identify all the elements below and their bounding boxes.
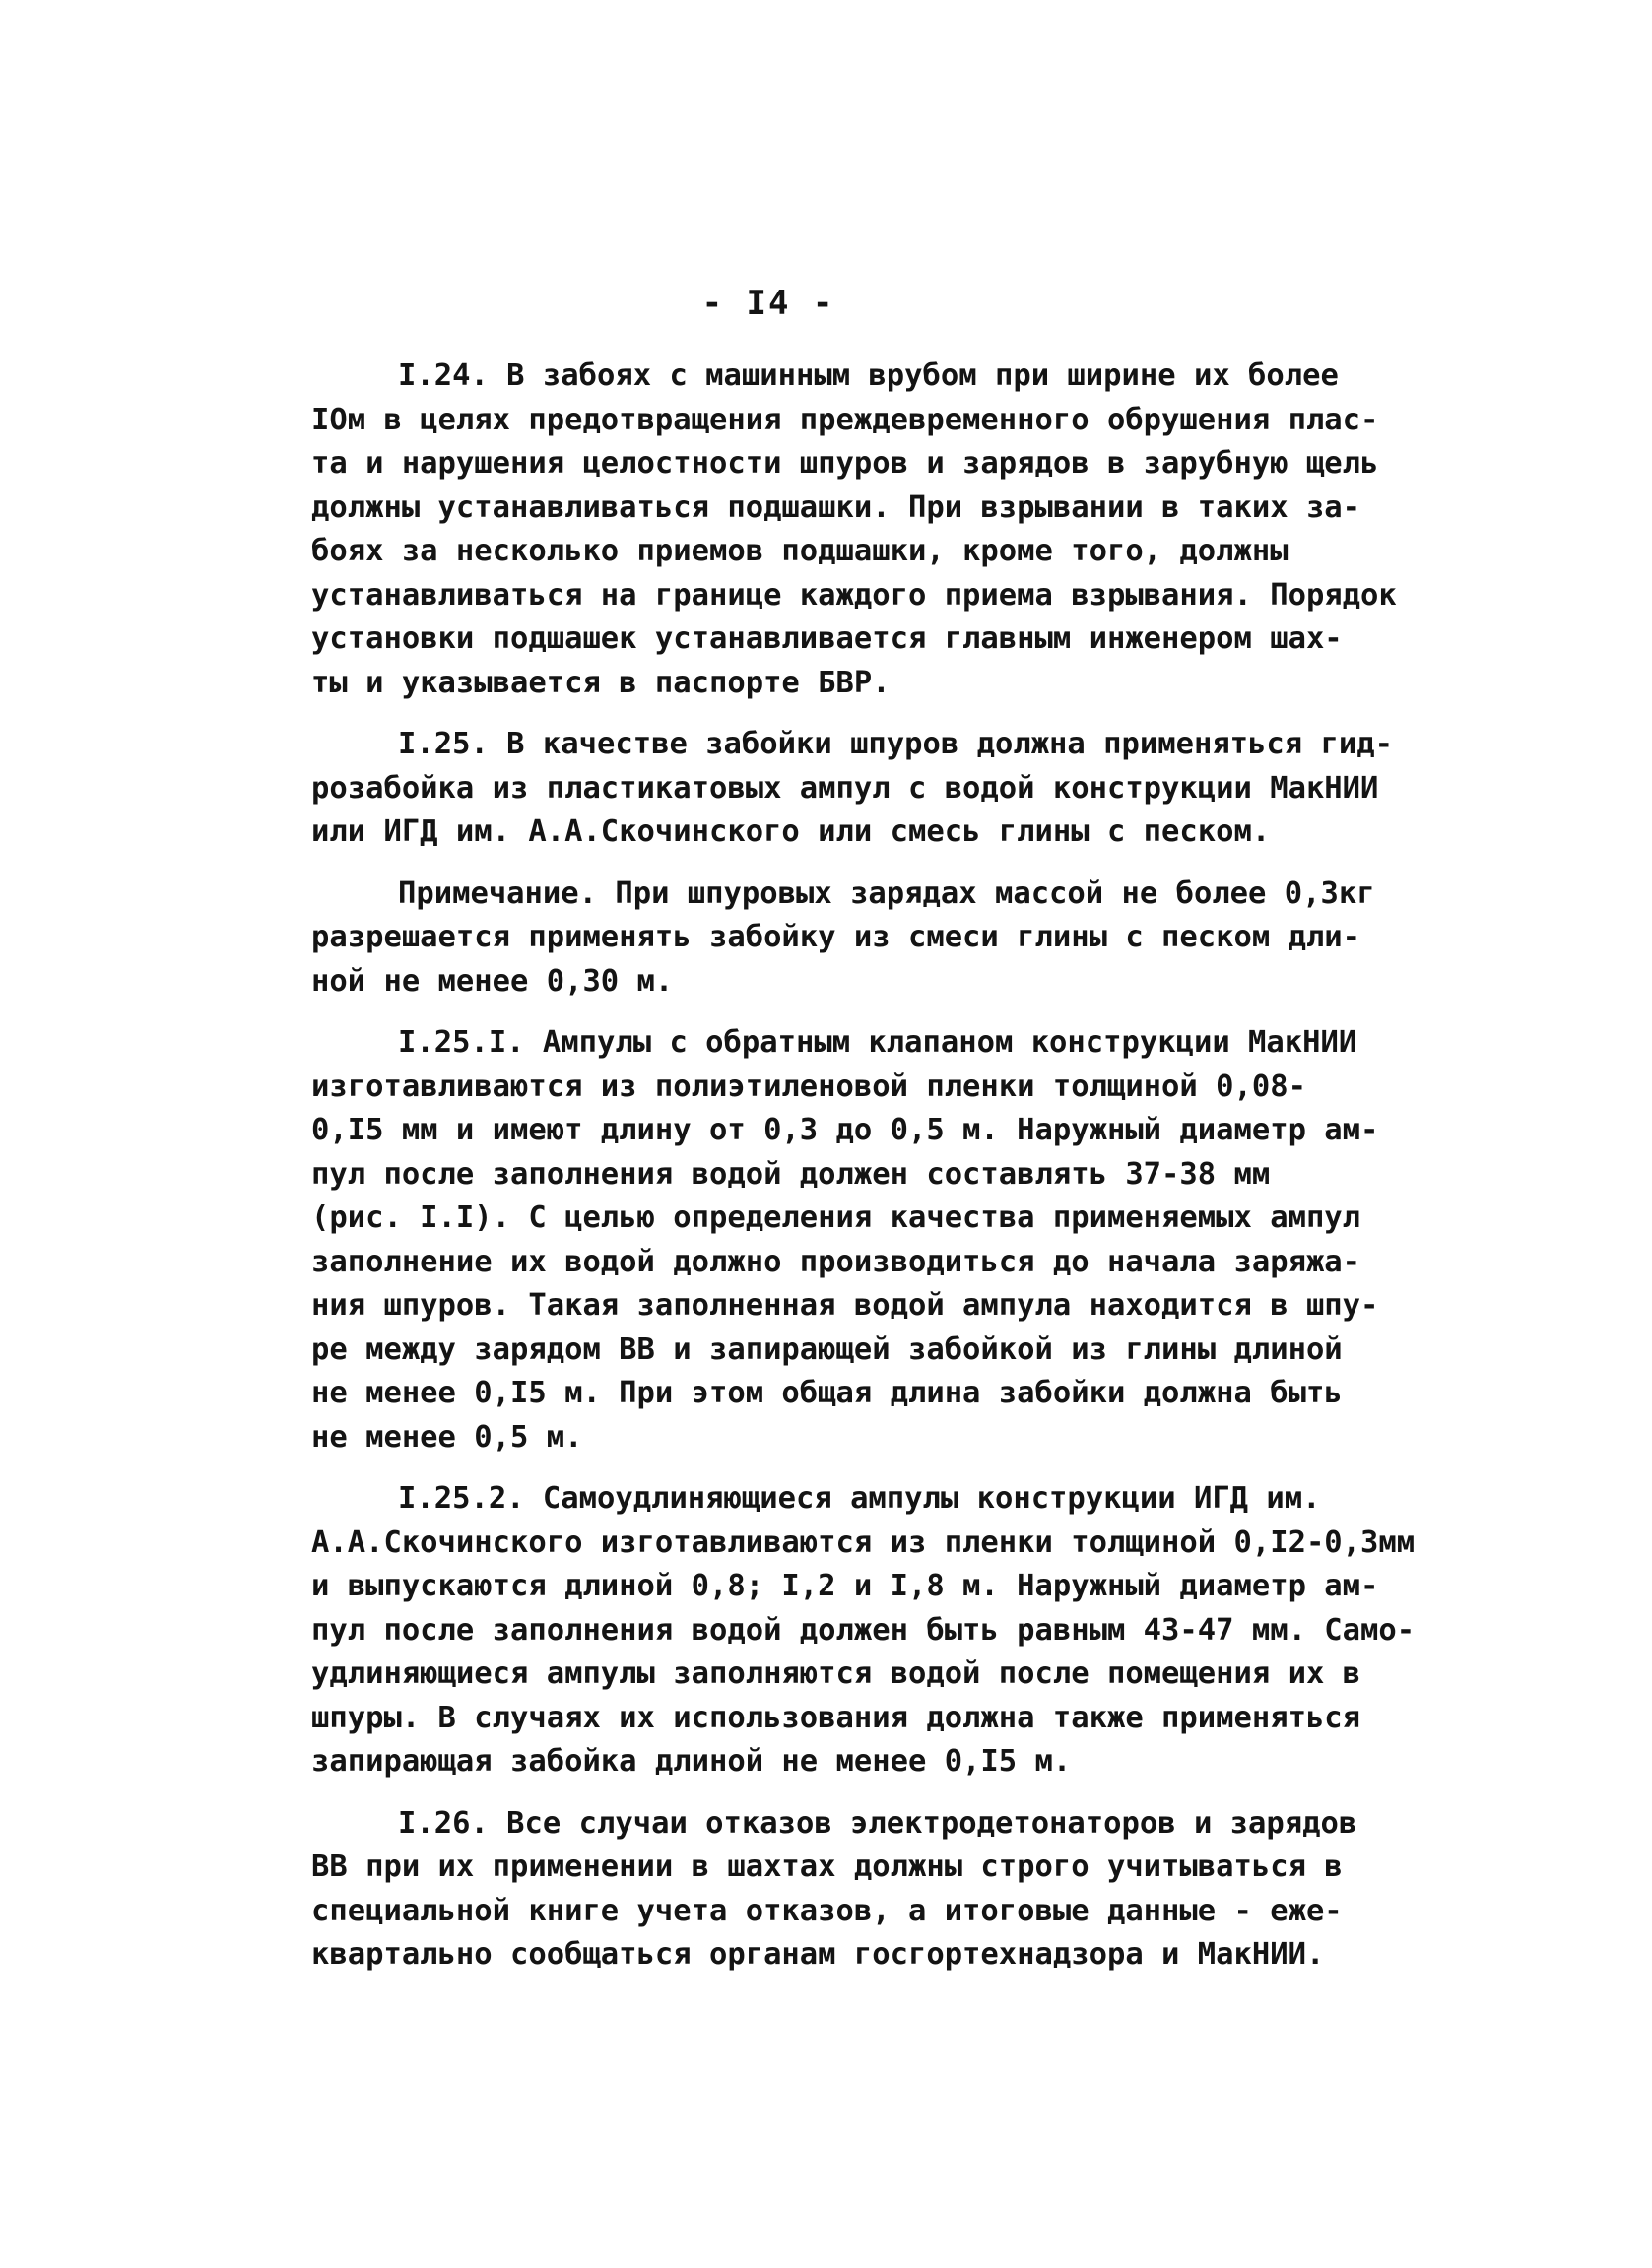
text-line: разрешается применять забойку из смеси глины с песком дли-: [311, 920, 1361, 954]
text-line: шпуры. В случаях их использования должна также применяться: [311, 1700, 1361, 1735]
text-line: I.26. Все случаи отказов электродетонаторов и зарядов: [398, 1805, 1357, 1841]
text-line: IOм в целях предотвращения преждевременного обрушения плас-: [311, 402, 1379, 437]
paragraph-gap: [311, 1459, 1424, 1477]
text-line: специальной книге учета отказов, а итоговые данные - еже-: [311, 1893, 1343, 1928]
text-line: 0,I5 мм и имеют длину от 0,3 до 0,5 м. Наружный диаметр ам-: [311, 1113, 1379, 1147]
text-line: ре между зарядом ВВ и запирающей забойкой из глины длиной: [311, 1331, 1343, 1367]
text-line: запирающая забойка длиной не менее 0,I5 м.: [311, 1744, 1072, 1779]
text-line: I.25.2. Самоудлиняющиеся ампулы конструкции ИГД им.: [398, 1481, 1321, 1516]
text-line: ты и указывается в паспорте БВР.: [311, 665, 891, 700]
paragraph-gap: [311, 855, 1424, 873]
document-body: [311, 355, 1424, 1977]
text-line: А.А.Скочинского изготавливаются из пленки толщиной 0,I2-0,3мм: [311, 1524, 1416, 1560]
paragraph-1-25-1: [311, 1021, 1424, 1459]
paragraph-1-26: [311, 1802, 1424, 1977]
text-line: I.24. В забоях с машинным врубом при ширине их более: [398, 358, 1339, 393]
paragraph-gap: [311, 705, 1424, 723]
text-line: I.25. В качестве забойки шпуров должна применяться гид-: [398, 727, 1393, 761]
paragraph-1-24: [311, 355, 1424, 705]
text-line: (рис. I.I). С целью определения качества применяемых ампул: [311, 1200, 1361, 1235]
text-line: квартально сообщаться органам госгортехнадзора и МакНИИ.: [311, 1937, 1325, 1972]
text-line: та и нарушения целостности шпуров и зарядов в зарубную щель: [311, 446, 1379, 481]
text-line: должны устанавливаться подшашки. При взрывании в таких за-: [311, 489, 1361, 525]
text-line: ной не менее 0,30 м.: [311, 963, 674, 999]
text-line: устанавливаться на границе каждого приема взрывания. Порядок: [311, 577, 1397, 613]
text-line: не менее 0,I5 м. При этом общая длина забойки должна быть: [311, 1376, 1343, 1410]
text-line: I.25.I. Ампулы с обратным клапаном конструкции МакНИИ: [398, 1025, 1357, 1060]
text-line: установки подшашек устанавливается главным инженером шах-: [311, 621, 1343, 656]
text-line: пул после заполнения водой должен быть равным 43-47 мм. Само-: [311, 1612, 1416, 1648]
text-line: боях за несколько приемов подшашки, кроме того, должны: [311, 534, 1289, 568]
paragraph-1-25-2: [311, 1477, 1424, 1784]
page-number: - I4 -: [701, 284, 835, 323]
text-line: заполнение их водой должно производиться до начала заряжа-: [311, 1244, 1361, 1279]
text-line: ВВ при их применении в шахтах должны строго учитываться в: [311, 1849, 1343, 1884]
text-line: и выпускаются длиной 0,8; I,2 и I,8 м. Наружный диаметр ам-: [311, 1569, 1379, 1603]
text-line: изготавливаются из полиэтиленовой пленки толщиной 0,08-: [311, 1069, 1306, 1104]
note-paragraph: [311, 873, 1424, 1004]
text-line: Примечание. При шпуровых зарядах массой не более 0,3кг: [398, 875, 1375, 911]
text-line: розабойка из пластикатовых ампул с водой конструкции МакНИИ: [311, 770, 1379, 806]
text-line: удлиняющиеся ампулы заполняются водой после помещения их в: [311, 1656, 1361, 1691]
text-line: пул после заполнения водой должен составлять 37-38 мм: [311, 1156, 1271, 1192]
text-line: не менее 0,5 м.: [311, 1419, 583, 1455]
text-line: или ИГД им. А.А.Скочинского или смесь глины с песком.: [311, 814, 1271, 849]
paragraph-1-25: [311, 723, 1424, 855]
text-line: ния шпуров. Такая заполненная водой ампула находится в шпу-: [311, 1288, 1379, 1323]
paragraph-gap: [311, 1004, 1424, 1021]
paragraph-gap: [311, 1784, 1424, 1802]
